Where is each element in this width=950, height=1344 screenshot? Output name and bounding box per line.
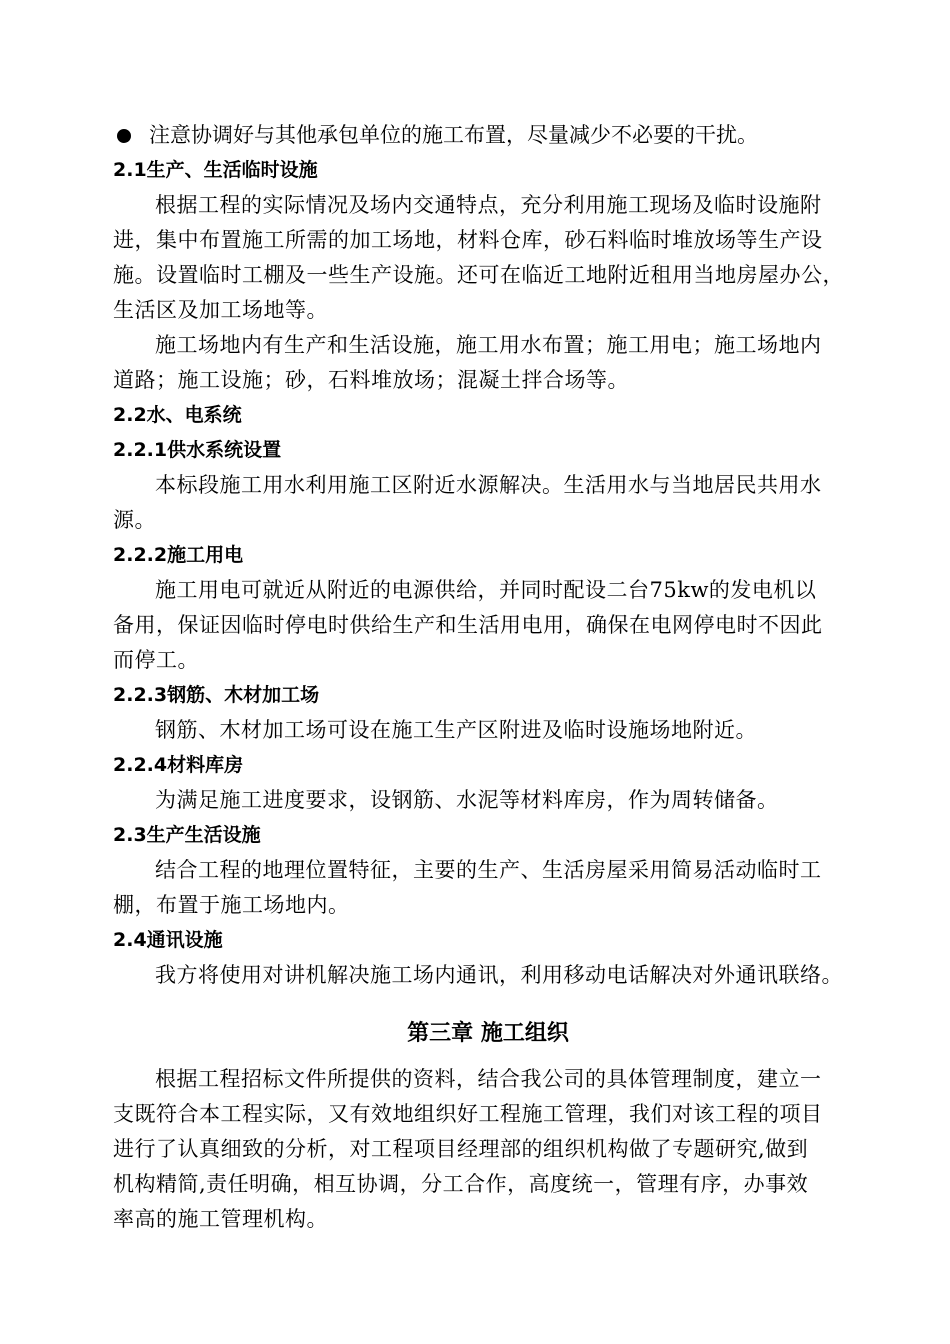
text-line: 棚，布置于施工场地内。: [113, 893, 350, 917]
section-heading-2-4: 2.4通讯设施: [113, 929, 223, 951]
paragraph-2-2-2: [113, 573, 863, 678]
section-heading-2-1: 2.1生产、生活临时设施: [113, 159, 318, 181]
paragraph-2-3: [113, 853, 863, 923]
text-line: 本标段施工用水利用施工区附近水源解决。生活用水与当地居民共用水: [155, 473, 822, 497]
bullet-item: [113, 118, 863, 153]
text-line: 根据工程招标文件所提供的资料，结合我公司的具体管理制度，建立一: [155, 1067, 822, 1091]
paragraph-2-1-a: [113, 188, 863, 328]
text-line: 进，集中布置施工所需的加工场地，材料仓库，砂石料临时堆放场等生产设: [113, 228, 823, 252]
bullet-text: 注意协调好与其他承包单位的施工布置，尽量减少不必要的干扰。: [149, 123, 758, 147]
section-heading-2-2-2: 2.2.2施工用电: [113, 544, 244, 566]
text-line: 钢筋、木材加工场可设在施工生产区附进及临时设施场地附近。: [155, 718, 757, 742]
section-heading-2-2-4: 2.2.4材料库房: [113, 754, 244, 776]
text-line: 备用，保证因临时停电时供给生产和生活用电用，确保在电网停电时不因此: [113, 613, 823, 637]
section-heading-2-2-1: 2.2.1供水系统设置: [113, 439, 282, 461]
text-line: 施工用电可就近从附近的电源供给，并同时配设二台75kw的发电机以: [155, 578, 817, 602]
text-line: 支既符合本工程实际，又有效地组织好工程施工管理，我们对该工程的项目: [113, 1102, 823, 1126]
section-heading-2-2: 2.2水、电系统: [113, 404, 242, 426]
text-line: 施。设置临时工棚及一些生产设施。还可在临近工地附近租用当地房屋办公，: [113, 263, 844, 287]
section-heading-2-2-3: 2.2.3钢筋、木材加工场: [113, 684, 320, 706]
text-line: 而停工。: [113, 648, 199, 672]
paragraph-2-2-1: [113, 468, 863, 538]
paragraph-2-2-3: [113, 713, 863, 748]
paragraph-chapter-3: [113, 1062, 863, 1237]
paragraph-2-1-b: [113, 328, 863, 398]
text-line: 结合工程的地理位置特征，主要的生产、生活房屋采用简易活动临时工: [155, 858, 822, 882]
text-line: 率高的施工管理机构。: [113, 1207, 328, 1231]
document-page: [113, 118, 863, 1237]
text-line: 施工场地内有生产和生活设施，施工用水布置；施工用电；施工场地内: [155, 333, 822, 357]
text-line: 机构精简,责任明确，相互协调，分工合作，高度统一，管理有序，办事效: [113, 1172, 809, 1196]
paragraph-2-4: [113, 958, 863, 993]
text-line: 道路；施工设施；砂，石料堆放场；混凝土拌合场等。: [113, 368, 629, 392]
text-line: 进行了认真细致的分析，对工程项目经理部的组织机构做了专题研究,做到: [113, 1137, 809, 1161]
text-line: 源。: [113, 508, 156, 532]
text-line: 为满足施工进度要求，设钢筋、水泥等材料库房，作为周转储备。: [155, 788, 779, 812]
text-line: 生活区及加工场地等。: [113, 298, 328, 322]
bullet-icon: [117, 129, 131, 143]
chapter-title: 第三章 施工组织: [407, 1021, 569, 1046]
paragraph-2-2-4: [113, 783, 863, 818]
text-line: 根据工程的实际情况及场内交通特点，充分利用施工现场及临时设施附: [155, 193, 822, 217]
section-heading-2-3: 2.3生产生活设施: [113, 824, 261, 846]
text-line: 我方将使用对讲机解决施工场内通讯，利用移动电话解决对外通讯联络。: [155, 963, 843, 987]
